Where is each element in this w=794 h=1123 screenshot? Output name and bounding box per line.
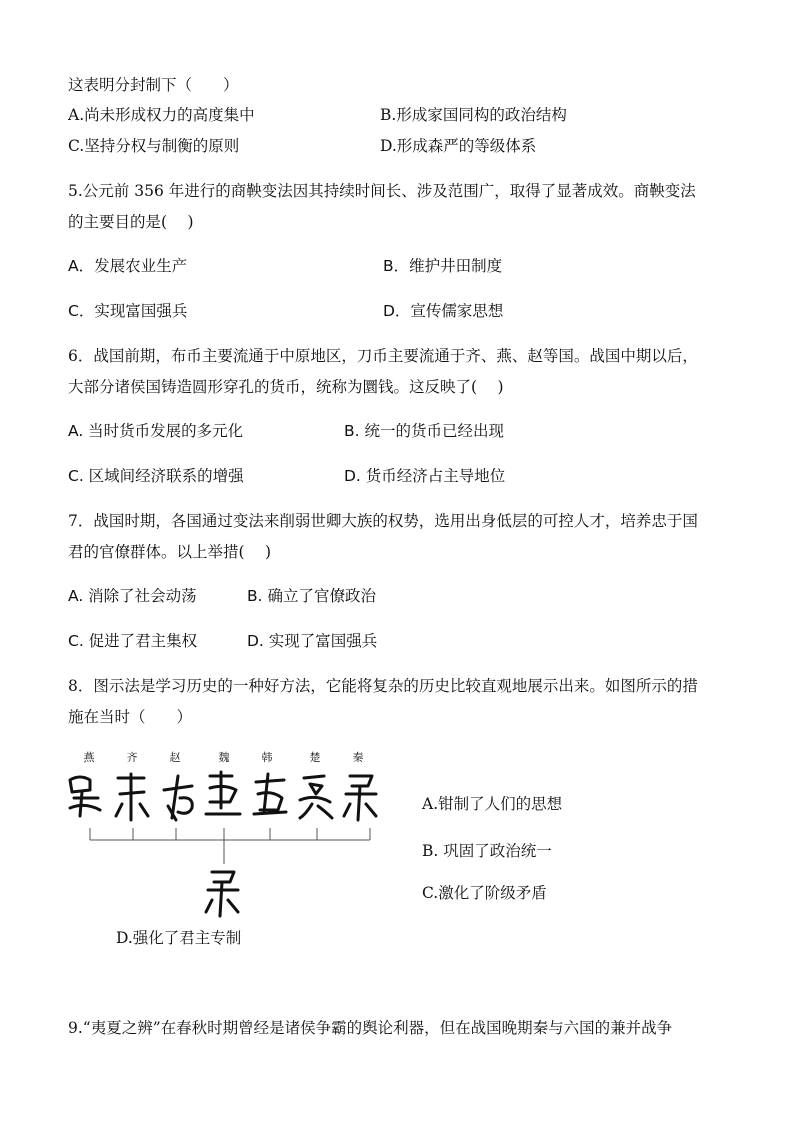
glyph-qin [344, 776, 376, 820]
script-unification-diagram [60, 768, 390, 928]
q8-option-a: A.钳制了人们的思想 [422, 795, 563, 813]
state-label-chu: 楚 [309, 751, 321, 764]
state-label-yan: 燕 [83, 751, 95, 764]
q8-option-d: D.强化了君主专制 [116, 929, 242, 947]
q4-stem-tail: 这表明分封制下（ ） [68, 76, 239, 94]
q5-stem-line1: 5.公元前 356 年进行的商鞅变法因其持续时间长、涉及范围广，取得了显著成效。商鞅变法 [68, 182, 696, 200]
q4-option-b: B.形成家国同构的政治结构 [380, 106, 567, 124]
q8-stem-line2: 施在当时（ ） [68, 708, 193, 726]
q7-option-d: D. 实现了富国强兵 [247, 632, 378, 650]
q7-option-c: C. 促进了君主集权 [68, 632, 198, 650]
q5-stem-line2: 的主要目的是( ) [68, 213, 194, 231]
state-label-han: 韩 [261, 751, 273, 764]
glyph-wei [206, 772, 240, 814]
q7-option-a: A. 消除了社会动荡 [68, 587, 197, 605]
q8-option-c: C.激化了阶级矛盾 [422, 884, 547, 902]
state-label-zhao: 赵 [169, 751, 181, 764]
q5-option-a: A．发展农业生产 [68, 257, 188, 275]
state-label-qin: 秦 [352, 751, 364, 764]
q8-option-b: B. 巩固了政治统一 [422, 842, 552, 860]
q6-option-c: C. 区域间经济联系的增强 [68, 467, 244, 485]
q8-stem-line1: 8．图示法是学习历史的一种好方法，它能将复杂的历史比较直观地展示出来。如图所示的措 [68, 677, 698, 695]
glyph-yan [70, 777, 100, 816]
glyph-han [254, 774, 286, 814]
q6-stem-line1: 6．战国前期，布币主要流通于中原地区，刀币主要流通于齐、燕、赵等国。战国中期以后， [68, 347, 698, 365]
q5-option-c: C．实现富国强兵 [68, 302, 188, 320]
q7-option-b: B. 确立了官僚政治 [247, 587, 376, 605]
q4-option-d: D.形成森严的等级体系 [380, 137, 537, 155]
state-label-wei: 魏 [218, 751, 230, 764]
q6-option-a: A. 当时货币发展的多元化 [68, 422, 244, 440]
q5-option-d: D．宣传儒家思想 [383, 302, 504, 320]
q6-option-d: D. 货币经济占主导地位 [344, 467, 506, 485]
q4-option-c: C.坚持分权与制衡的原则 [68, 137, 240, 155]
glyph-zhao [164, 776, 192, 820]
glyph-unified-qin [206, 872, 238, 916]
q9-stem-line1: 9.“夷夏之辨”在春秋时期曾经是诸侯争霸的舆论利器，但在战国晚期秦与六国的兼并战争 [68, 1019, 673, 1037]
glyph-chu [300, 776, 332, 818]
glyph-qi [116, 774, 148, 820]
q7-stem-line2: 君的官僚群体。以上举措( ) [68, 543, 272, 561]
q4-option-a: A.尚未形成权力的高度集中 [68, 106, 255, 124]
q7-stem-line1: 7．战国时期，各国通过变法来削弱世卿大族的权势，选用出身低层的可控人才，培养忠于国 [68, 512, 698, 530]
q5-option-b: B．维护井田制度 [383, 257, 503, 275]
state-label-qi: 齐 [126, 751, 138, 764]
q6-stem-line2: 大部分诸侯国铸造圆形穿孔的货币，统称为圜钱。这反映了( ) [68, 378, 504, 396]
q6-option-b: B. 统一的货币已经出现 [344, 422, 504, 440]
